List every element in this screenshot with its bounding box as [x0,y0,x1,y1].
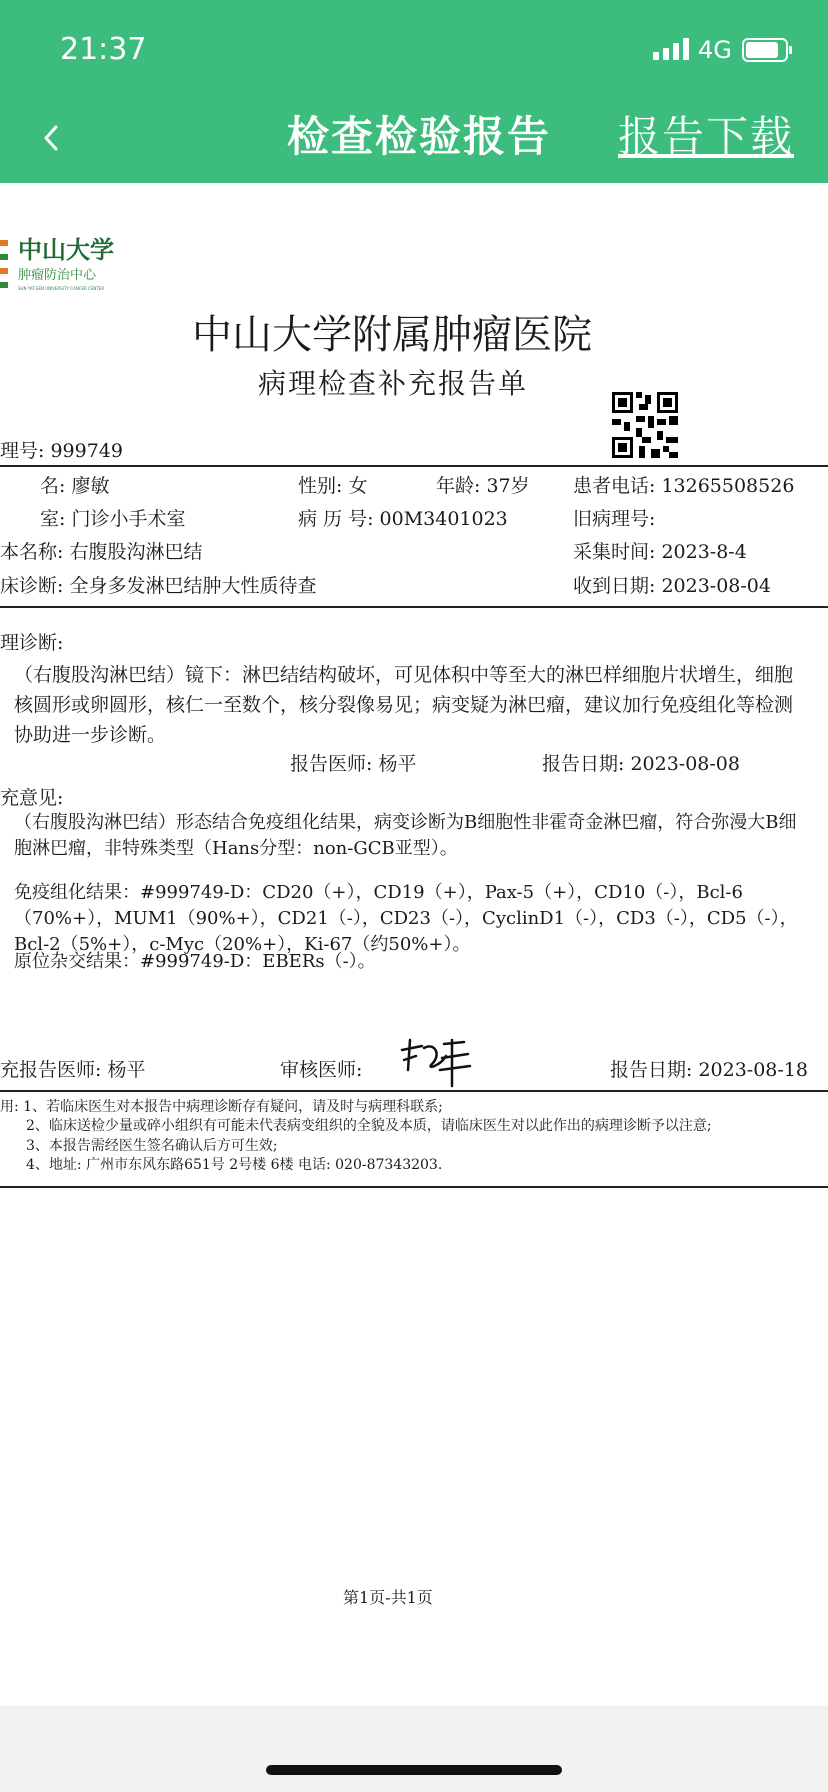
reviewer-label: 审核医师: [280,1059,363,1081]
supplement-date: 报告日期: 2023-08-18 [610,1059,808,1081]
back-arrow-icon[interactable] [42,124,60,152]
signal-icon [653,38,691,60]
supplement-text: （右腹股沟淋巴结）形态结合免疫组化结果，病变诊断为B细胞性非霍奇金淋巴瘤，符合弥漫大B细胞淋巴瘤，非特殊类型（Hans分型：non-GCB亚型）。 [14,812,797,859]
download-link[interactable]: 报告下载 [618,112,795,161]
battery-icon [742,38,792,62]
qr-code-icon [612,392,678,458]
status-time: 21:37 [60,32,147,67]
patient-age: 年龄: 37岁 [436,475,530,497]
patient-name: 名: 廖敏 [40,475,110,497]
divider-line [0,606,828,608]
logo-emblem-icon [0,238,10,294]
specimen-name: 本名称: 右腹股沟淋巴结 [0,541,203,563]
divider-line [0,465,828,467]
form-title: 病理检查补充报告单 [258,367,529,400]
hospital-logo [0,236,120,296]
supplement-doctor: 充报告医师: 杨平 [0,1059,146,1081]
logo-subtitle: 肿瘤防治中心 [18,268,97,283]
note-3: 3、本报告需经医生签名确认后方可生效; [26,1138,278,1154]
clinical-diagnosis: 床诊断: 全身多发淋巴结肿大性质待查 [0,575,317,597]
network-label: 4G [698,36,732,64]
page-info: 第1页-共1页 [343,1588,433,1607]
divider-line [0,1090,828,1092]
page-title: 检查检验报告 [287,112,552,161]
bottom-bar [0,1706,828,1792]
patient-dept: 室: 门诊小手术室 [40,508,186,530]
patient-record-no: 病 历 号: 00M3401023 [298,508,508,530]
old-pathology-no: 旧病理号: [573,508,656,530]
collect-time: 采集时间: 2023-8-4 [573,541,747,563]
logo-name: 中山大学 [18,235,114,264]
patient-gender: 性别: 女 [298,475,368,497]
report-date: 报告日期: 2023-08-08 [542,753,740,775]
note-2: 2、临床送检少量或碎小组织有可能未代表病变组织的全貌及本质，请临床医生对以此作出的病理诊断予以注意; [26,1118,712,1134]
ish-results: 原位杂交结果：#999749-D：EBERs（-）。 [14,951,376,972]
note-1: 用: 1、若临床医生对本报告中病理诊断存有疑问，请及时与病理科联系; [0,1099,443,1115]
ihc-results: 免疫组化结果：#999749-D：CD20（+），CD19（+），Pax-5（+），CD10（-），Bcl-6（70%+），MUM1（90%+），CD21（-），CD23（-），CyclinD1（-），CD3（-），CD5（-），Bcl-2（5%+），c-Myc（20%+），Ki-67（约50%+）。 [14,882,798,955]
diagnosis-label: 理诊断: [0,632,64,654]
note-4: 4、地址: 广州市东风东路651号 2号楼 6楼 电话: 020-87343203. [26,1157,443,1173]
reviewer-signature [394,1036,474,1092]
patient-phone: 患者电话: 13265508526 [573,475,795,497]
pathology-number: 理号: 999749 [0,440,123,462]
diagnosis-text: （右腹股沟淋巴结）镜下：淋巴结结构破坏，可见体积中等至大的淋巴样细胞片状增生，细胞核圆形或卵圆形，核仁一至数个，核分裂像易见；病变疑为淋巴瘤，建议加行免疫组化等检测协助进一步诊断。 [14,664,794,746]
report-doctor: 报告医师: 杨平 [290,753,417,775]
received-date: 收到日期: 2023-08-04 [573,575,771,597]
home-indicator[interactable] [266,1765,562,1775]
supplement-label: 充意见: [0,787,64,809]
hospital-name: 中山大学附属肿瘤医院 [192,312,592,358]
logo-english: SUN YAT-SEN UNIVERSITY CANCER CENTER [18,286,105,291]
divider-line [0,1186,828,1188]
app-header [0,0,828,183]
